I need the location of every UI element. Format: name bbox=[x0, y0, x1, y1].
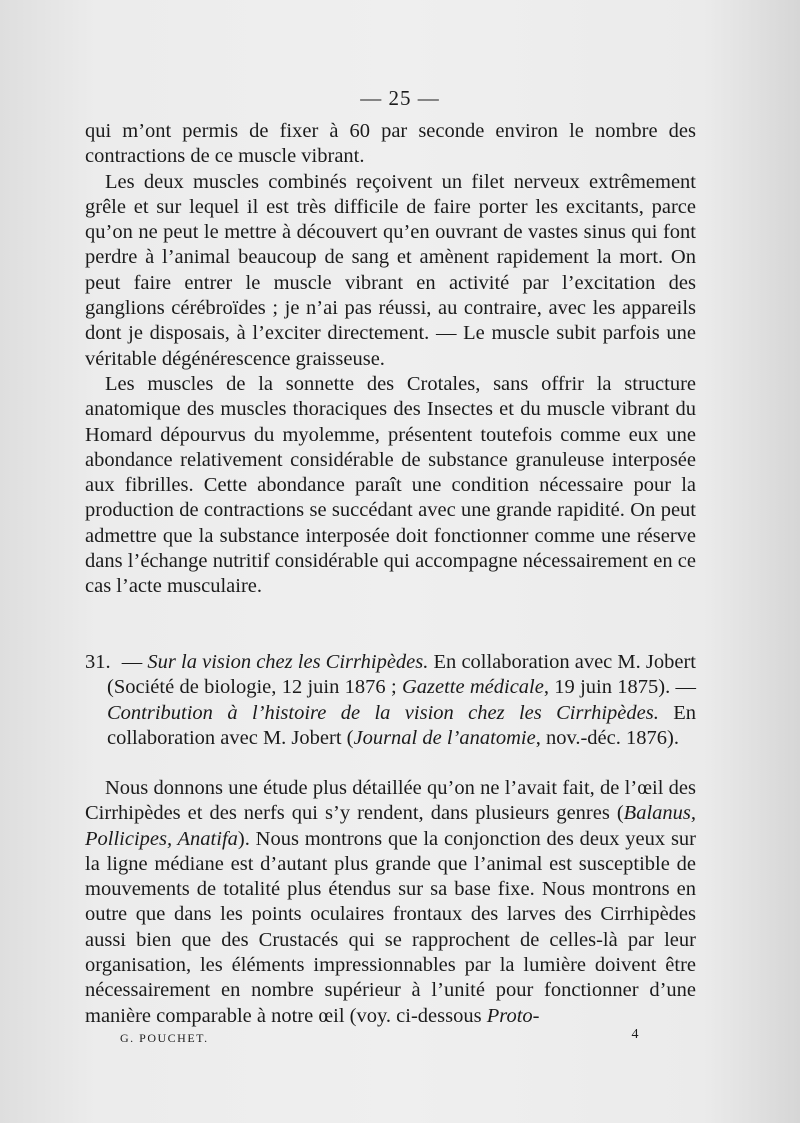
signature-mark: 4 bbox=[631, 1027, 640, 1042]
summary-text-b: ). Nous montrons que la conjonction des deux yeux sur la ligne médiane est d’autant plus grande que l’animal est susceptible de mouvements de totalité plus étendus sur sa base fixe. Nous montrons en outre que dans les points oculaires frontaux des larves des Cirrhipèdes aussi bien que des Crustacés qui se rapprochent de celles-là par leur organisation, les éléments impressionnables par la lumière doivent être nécessairement en nombre supérieur à l’unité pour fonctionner d’une manière comparable à notre œil (voy. ci-dessous bbox=[85, 827, 696, 1027]
entry-title-2: Contribution à l’histoire de la vision chez les Cirrhipèdes. bbox=[107, 701, 659, 724]
entry-journal-1: Gazette médicale bbox=[401, 676, 544, 699]
paragraph-crotales: Les muscles de la sonnette des Crotales, sans offrir la structure anatomique des muscles thoraciques des Insectes et du muscle vibrant du Homard dépourvus du myolemme, présentent toutefois comme eux une abondance relativement considérable de substance granuleuse interposée aux fibrilles. Cette abondance paraît une condition nécessaire pour la production de contractions se succédant avec une grande rapidité. On peut admettre que la substance interposée doit fonctionner comme une réserve dans l’échange nutritif considérable qui accompagne nécessairement en ce cas l’acte musculaire. bbox=[85, 372, 696, 598]
page-number: — 25 — bbox=[360, 86, 440, 110]
continuation-paragraph: qui m’ont permis de fixer à 60 par seconde environ le nombre des contractions de ce muscle vibrant. bbox=[85, 120, 696, 168]
main-text-block bbox=[85, 119, 696, 600]
entry-title-1: Sur la vision chez les Cirrhipèdes. bbox=[147, 651, 429, 673]
entry-collab-2: En collaboration avec M. Jobert ( bbox=[107, 701, 697, 749]
entry-date-1: , 19 juin 1875). bbox=[543, 676, 671, 699]
entry-collab-1: En collaboration avec M. Jobert (Société de biologie, 12 juin 1876 ; bbox=[107, 651, 697, 699]
entry-text bbox=[85, 650, 696, 751]
entry-journal-2: Journal de l’anatomie bbox=[353, 726, 536, 749]
footer-author: G. POUCHET. bbox=[120, 1031, 209, 1045]
paragraph-muscles-nerves: Les deux muscles combinés reçoivent un filet nerveux extrêmement grêle et sur lequel il est très difficile de faire porter les excitants, parce qu’on ne peut le mettre à découvert qu’en ouvrant de vastes sinus qui font perdre à l’animal beaucoup de sang et amènent rapidement la mort. On peut faire entrer le muscle vibrant en activité par l’excitation des ganglions cérébroïdes ; je n’ai pas réussi, au contraire, avec les appareils dont je disposais, à l’exciter directement. — Le muscle subit parfois une véritable dégénérescence graisseuse. bbox=[85, 170, 696, 370]
entry-dash-1: — bbox=[121, 651, 143, 673]
summary-genera: Balanus, Pollicipes, Anatifa bbox=[85, 802, 696, 850]
page-footer bbox=[120, 1027, 640, 1046]
entry-number: 31. bbox=[85, 651, 111, 673]
summary-trailing-italic: Proto- bbox=[486, 1004, 540, 1027]
entry-date-2: , nov.-déc. 1876). bbox=[535, 726, 679, 749]
summary-block bbox=[85, 776, 696, 1029]
summary-paragraph bbox=[85, 776, 696, 1029]
bibliography-entry-31 bbox=[85, 650, 696, 751]
summary-text-a: Nous donnons une étude plus détaillée qu’on ne l’avait fait, de l’œil des Cirrhipèdes et des nerfs qui s’y rendent, dans plusieurs genres ( bbox=[85, 777, 696, 825]
entry-dash-2: — bbox=[675, 676, 696, 699]
